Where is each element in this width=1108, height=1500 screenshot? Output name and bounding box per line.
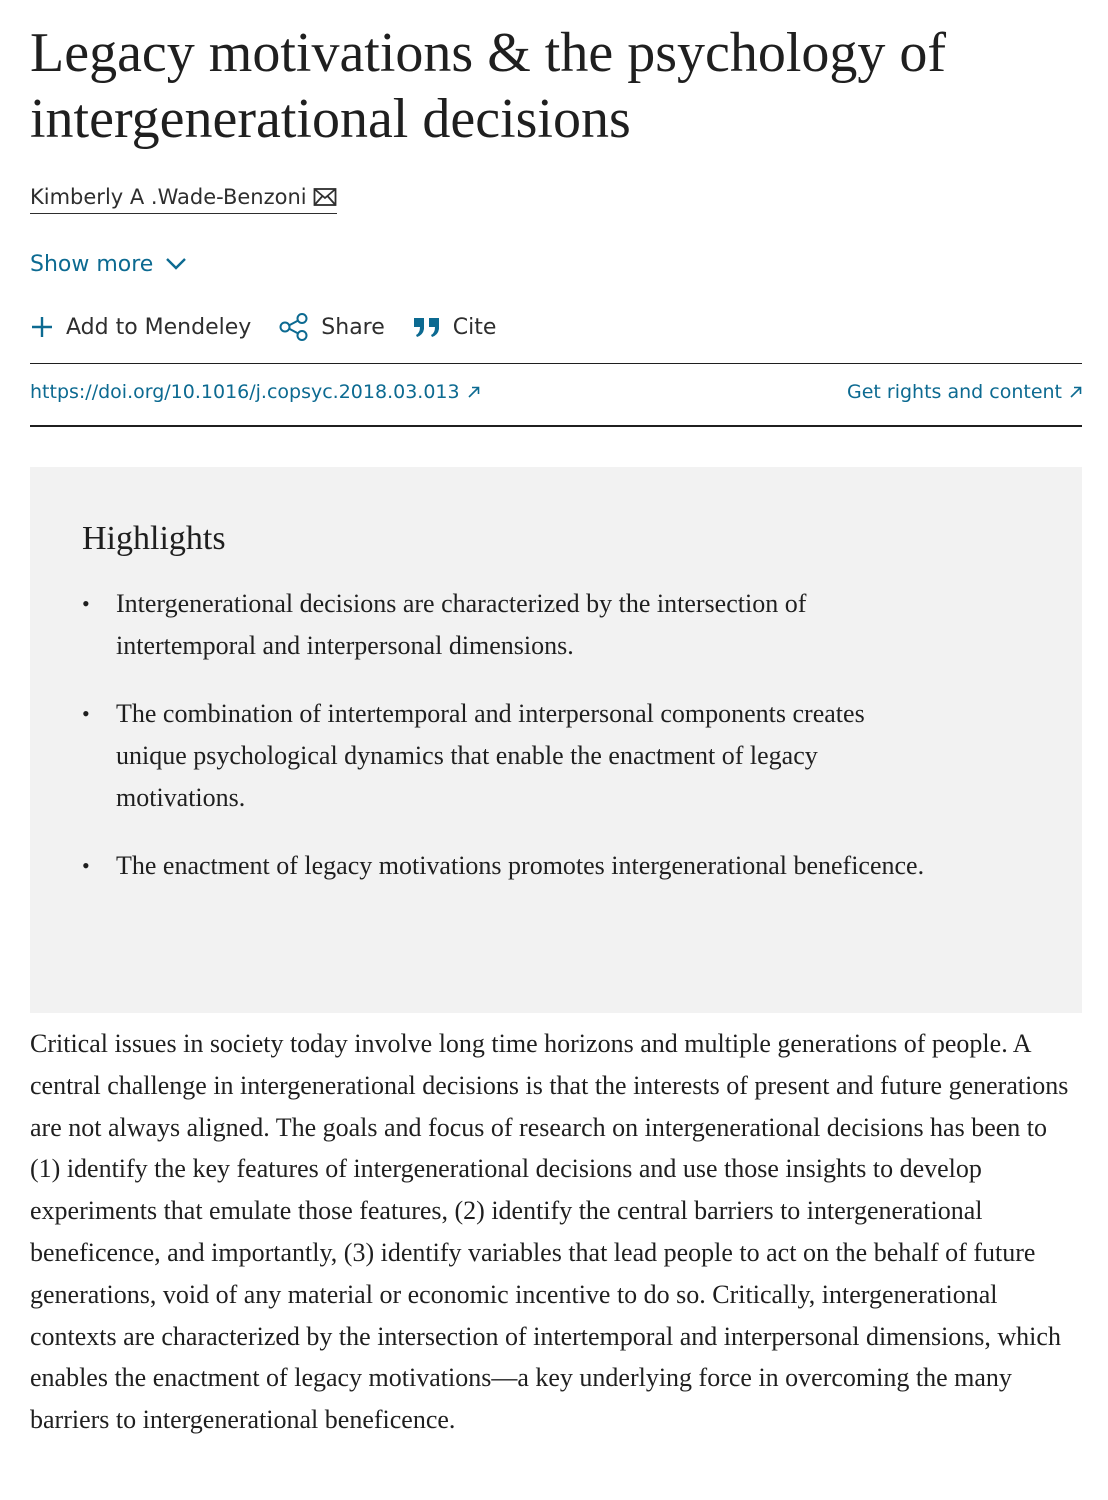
divider-bottom <box>30 425 1082 427</box>
highlight-text: The combination of intertemporal and interpersonal components creates unique psychological dynamics that enable the enactment of legacy motivations. <box>116 699 865 812</box>
abstract-text: Critical issues in society today involve long time horizons and multiple generations of people. A central challenge in intergenerational decisions is that the interests of present and future generations are not always aligned. The goals and focus of research on intergenerational decisions has been to (1) identify the key features of intergenerational decisions and use those insights to develop experiments that emulate those features, (2) identify the central barriers to intergenerational beneficence, and importantly, (3) identify variables that lead people to act on the behalf of future generations, void of any material or economic incentive to do so. Critically, intergenerational contexts are characterized by the intersection of intertemporal and interpersonal dimensions, which enables the enactment of legacy motivations—a key underlying force in overcoming the many barriers to intergenerational beneficence. <box>30 1029 1069 1435</box>
doi-link[interactable] <box>30 381 480 403</box>
highlights-heading: Highlights <box>82 520 226 557</box>
highlights-list <box>82 583 1032 887</box>
author-name: Kimberly A .Wade-Benzoni <box>30 185 307 209</box>
highlight-item <box>82 845 936 887</box>
chevron-down-icon <box>165 252 187 277</box>
add-to-mendeley-button[interactable] <box>30 315 251 340</box>
highlight-text: The enactment of legacy motivations promotes intergenerational beneficence. <box>116 851 925 880</box>
show-more-label: Show more <box>30 252 154 277</box>
arrow-up-right-icon <box>1070 381 1082 403</box>
quote-icon <box>413 316 441 338</box>
author-link[interactable] <box>30 185 337 214</box>
cite-button[interactable] <box>413 315 497 340</box>
highlight-item <box>82 693 936 819</box>
article-actions <box>30 313 524 341</box>
get-rights-text: Get rights and content <box>846 381 1062 403</box>
envelope-icon <box>313 187 337 207</box>
plus-icon <box>30 315 54 339</box>
highlight-item <box>82 583 936 667</box>
share-label: Share <box>321 314 385 340</box>
highlight-text: Intergenerational decisions are characterized by the intersection of intertemporal and interpersonal dimensions. <box>116 589 807 660</box>
highlights-panel <box>30 467 1082 1013</box>
show-more-button[interactable] <box>30 252 187 277</box>
get-rights-link[interactable] <box>847 381 1082 403</box>
share-button[interactable] <box>279 313 385 341</box>
doi-row <box>30 381 1082 403</box>
arrow-up-right-icon <box>468 381 480 403</box>
bullet-icon: • <box>82 701 90 726</box>
bullet-icon: • <box>82 591 90 616</box>
article-title: Legacy motivations & the psychology of intergenerational decisions <box>30 22 947 150</box>
doi-link-text: https://doi.org/10.1016/j.copsyc.2018.03.013 <box>30 381 460 403</box>
add-to-mendeley-label: Add to Mendeley <box>66 314 252 340</box>
divider-top <box>30 363 1082 364</box>
share-icon <box>279 313 309 341</box>
cite-label: Cite <box>452 314 497 340</box>
bullet-icon: • <box>82 853 90 878</box>
